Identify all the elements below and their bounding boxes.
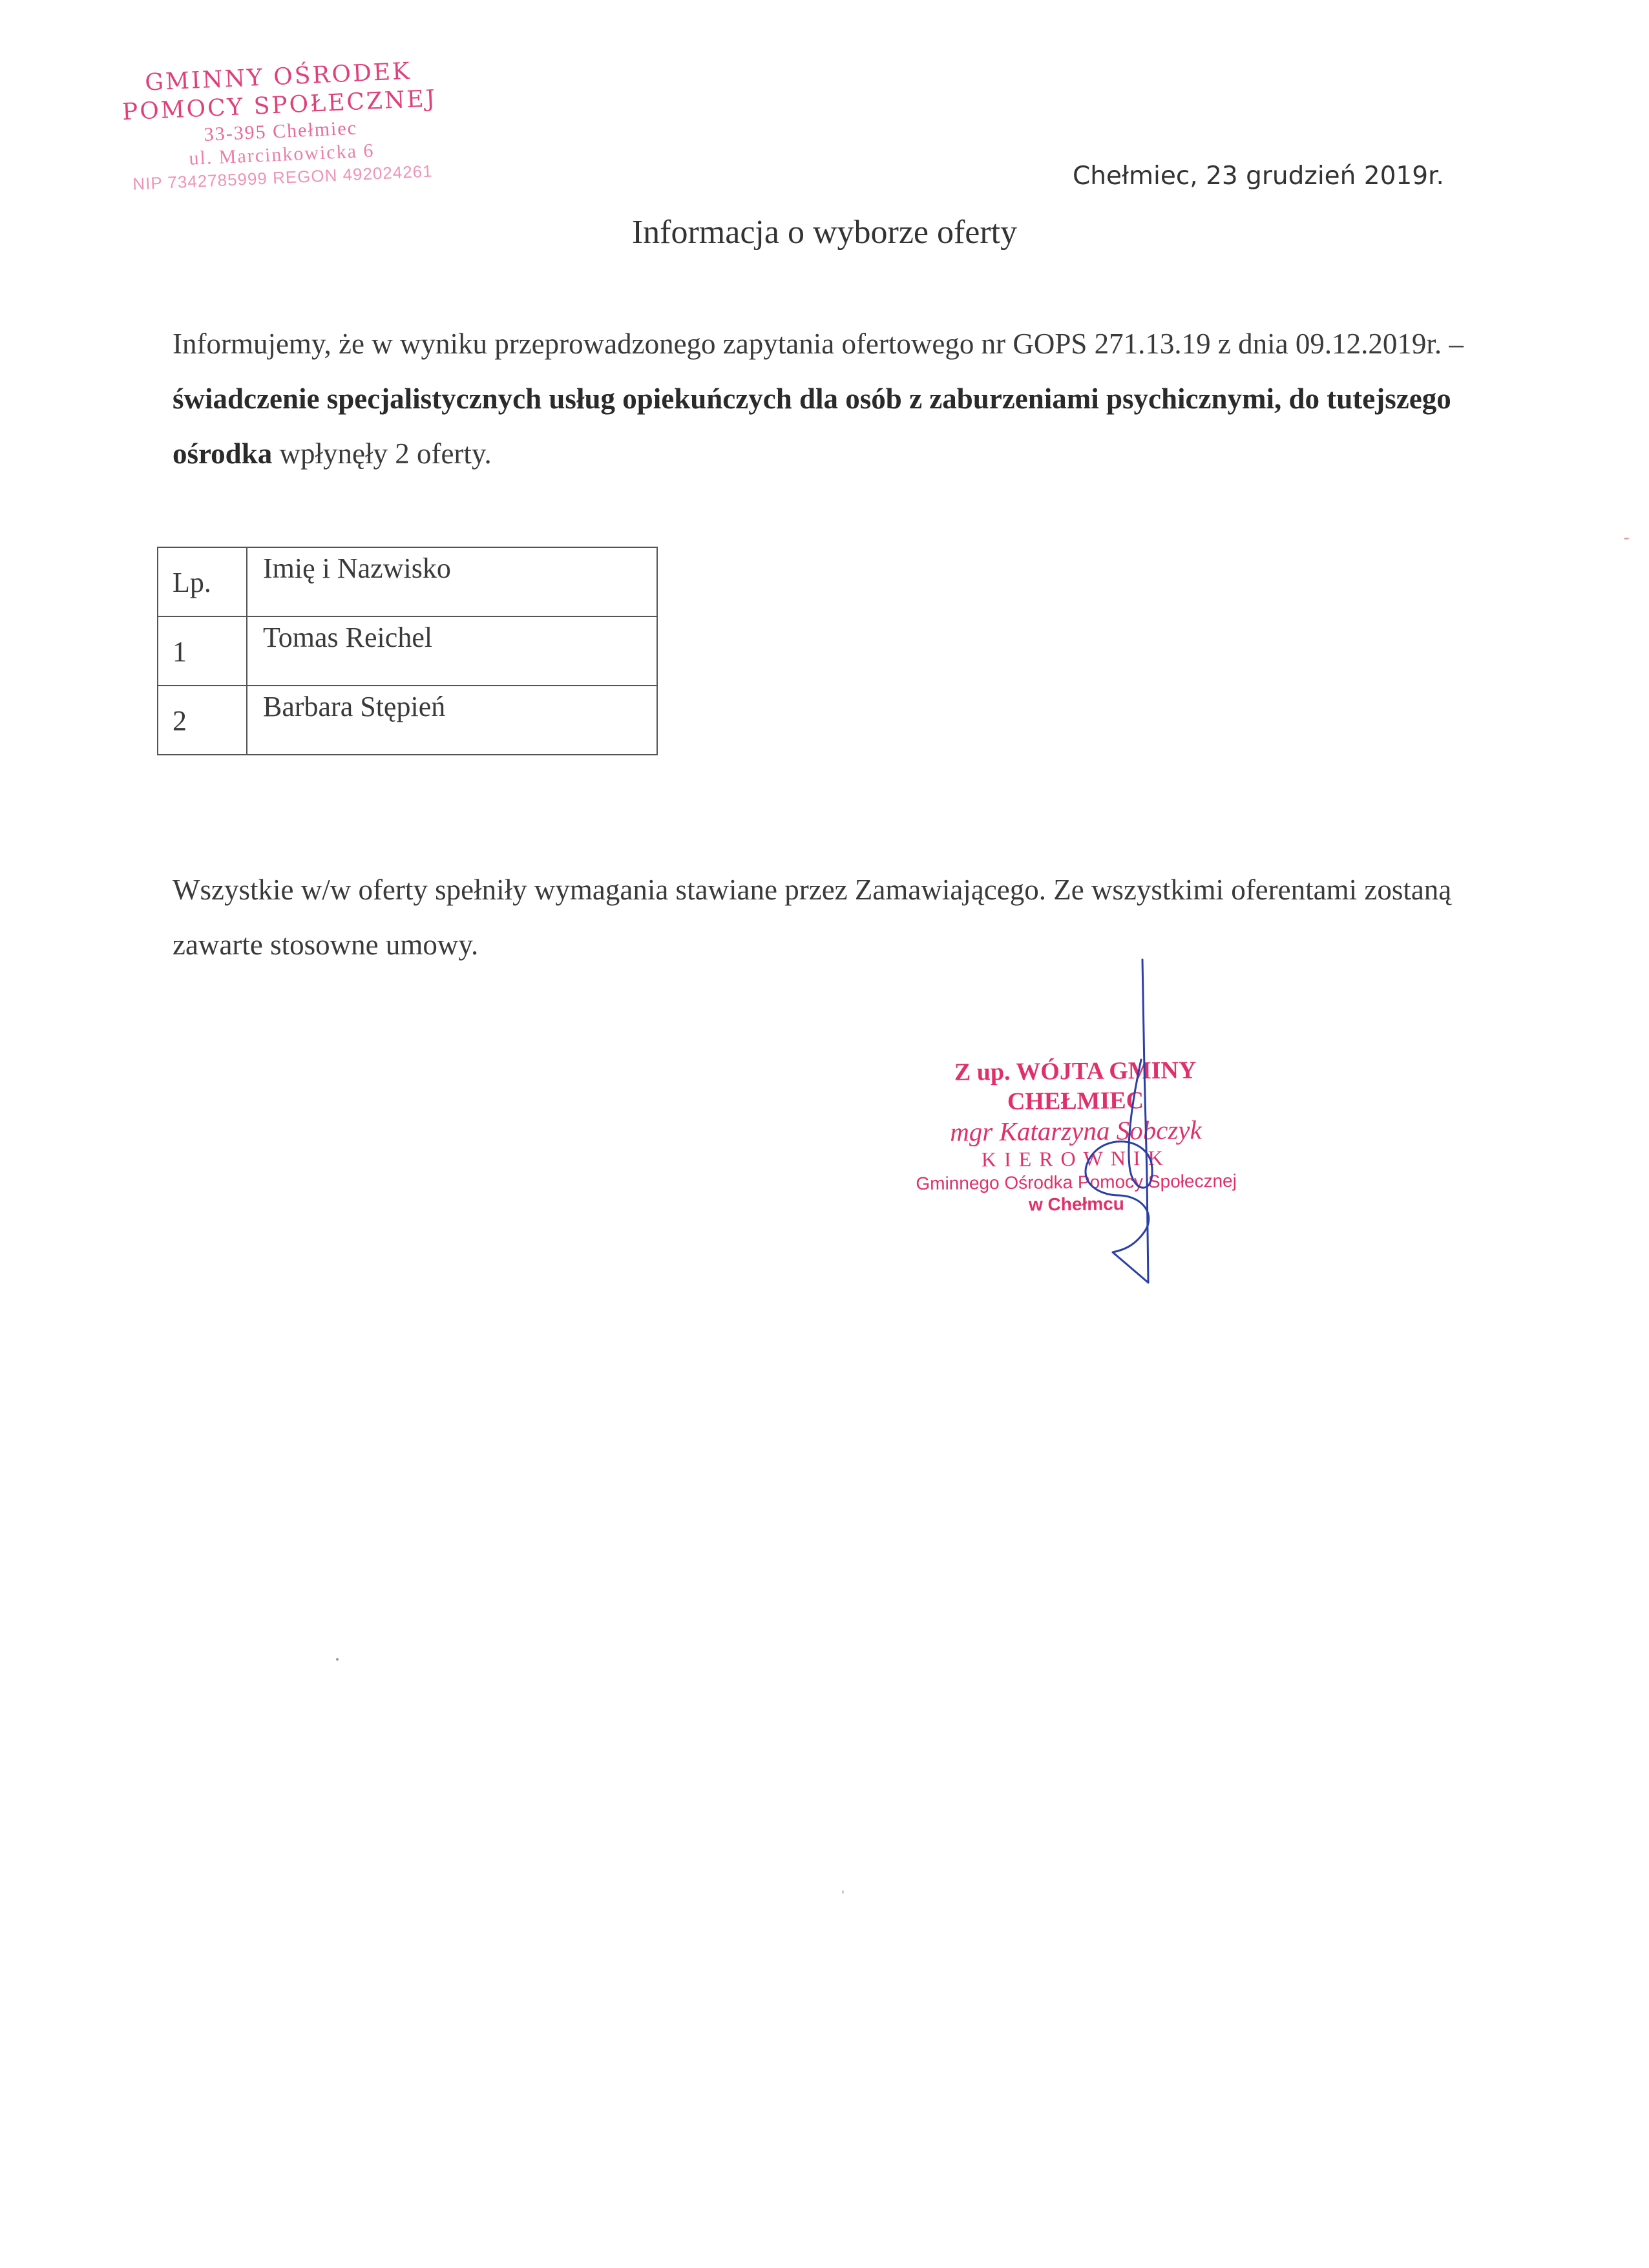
row-number: 1 [158, 616, 247, 686]
row-number: 2 [158, 686, 247, 755]
stamp-line-name-2: POMOCY SPOŁECZNEJ [121, 85, 437, 126]
signature-stamp-role: KIEROWNIK [981, 1146, 1171, 1171]
signature-stamp-name: mgr Katarzyna Sobczyk [950, 1115, 1202, 1147]
row-name: Barbara Stępień [247, 686, 657, 755]
document-title: Informacja o wyborze oferty [631, 214, 1018, 251]
signature-stamp-institution: Gminnego Ośrodka Pomocy Społecznej [916, 1170, 1237, 1194]
closing-paragraph: Wszystkie w/w oferty spełniły wymagania stawiane przez Zamawiającego. Ze wszystkimi oferentami zostaną zawarte stosowne umowy. [173, 874, 1452, 961]
intro-text-start: Informujemy, że w wyniku przeprowadzonego zapytania ofertowego nr GOPS 271.13.19 z dnia 09.12.2019r. – [173, 328, 1464, 360]
stamp-line-street: ul. Marcinkowicka 6 [188, 140, 375, 169]
intro-text-bold: świadczenie specjalistycznych usług opiekuńczych dla osób z zaburzeniami psychicznymi, do tutejszego ośrodka [173, 383, 1451, 470]
stamp-line-name-1: GMINNY OŚRODEK [144, 58, 412, 96]
row-name: Tomas Reichel [247, 616, 657, 686]
header-name: Imię i Nazwisko [247, 547, 657, 616]
scan-speck [842, 1890, 844, 1894]
scan-speck [1624, 538, 1629, 540]
intro-text-end: wpłynęły 2 oferty. [272, 437, 492, 470]
signature-stamp-place: w Chełmcu [1028, 1193, 1124, 1215]
stamp-line-postcode: 33-395 Chełmiec [203, 117, 358, 145]
document-date: Chełmiec, 23 grudzień 2019r. [1073, 162, 1444, 191]
header-number: Lp. [158, 547, 247, 616]
scan-speck [336, 1658, 339, 1661]
stamp-line-tax-ids: NIP 7342785999 REGON 492024261 [132, 161, 434, 194]
signature-stamp-authority: Z up. WÓJTA GMINY CHEŁMIEC [954, 1056, 1197, 1115]
